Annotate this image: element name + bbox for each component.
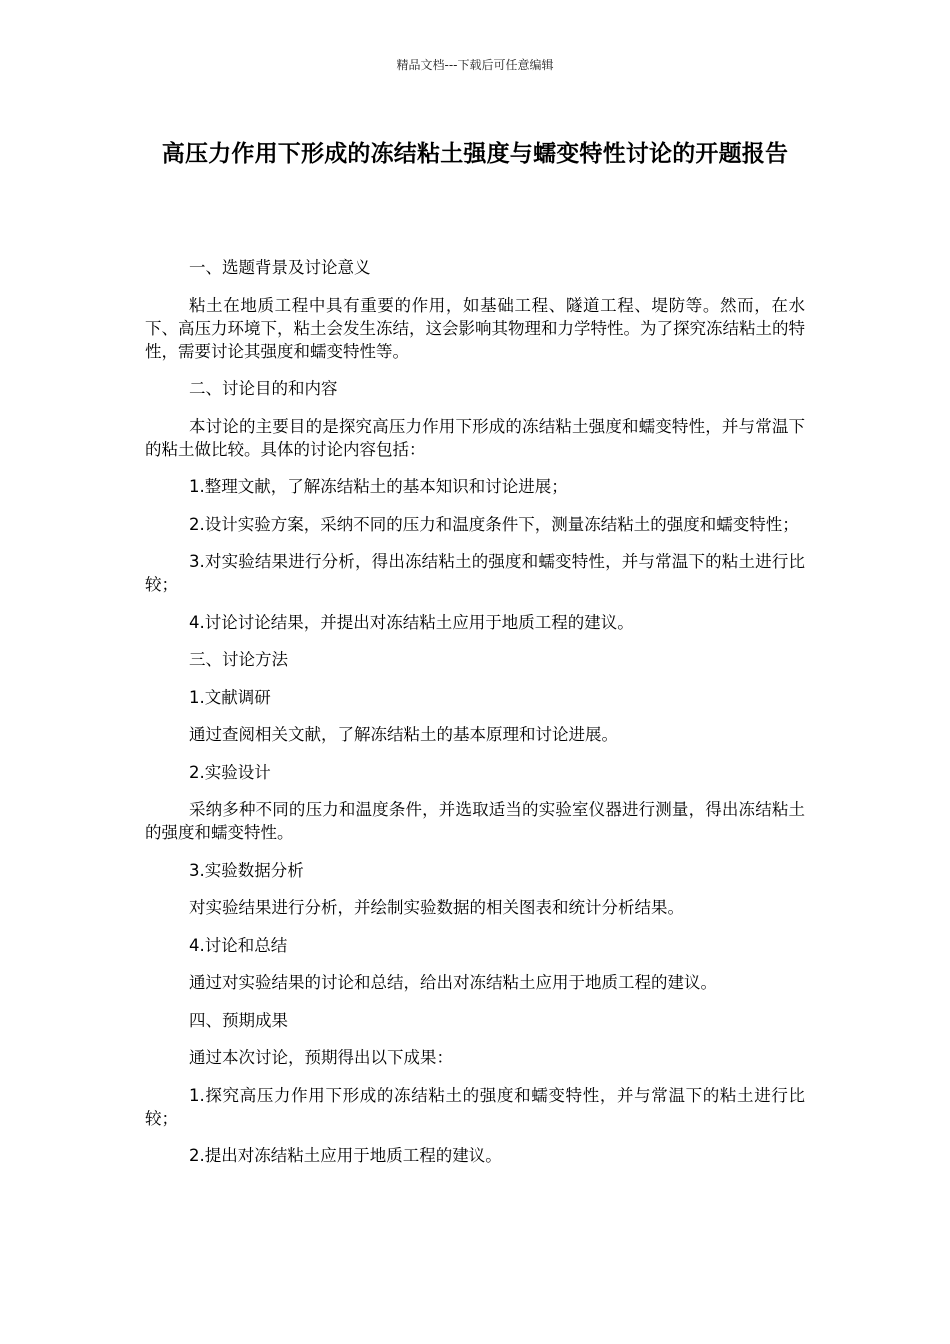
section-heading-objectives: 二、讨论目的和内容: [189, 379, 338, 398]
list-item: 1.整理文献，了解冻结粘土的基本知识和讨论进展；: [189, 477, 568, 496]
paragraph: 通过查阅相关文献，了解冻结粘土的基本原理和讨论进展。: [189, 725, 618, 744]
section-heading-outcomes: 四、预期成果: [189, 1010, 288, 1030]
paragraph: 通过对实验结果的讨论和总结，给出对冻结粘土应用于地质工程的建议。: [189, 973, 717, 992]
subheading: 2.实验设计: [189, 762, 271, 782]
paragraph: 粘土在地质工程中具有重要的作用，如基础工程、隧道工程、堤防等。然而，在水下、高压力环境下，粘土会发生冻结，这会影响其物理和力学特性。为了探究冻结粘土的特性，需要讨论其强度和蠕变特性等。: [145, 295, 805, 361]
paragraph: 本讨论的主要目的是探究高压力作用下形成的冻结粘土强度和蠕变特性，并与常温下的粘土做比较。具体的讨论内容包括：: [145, 416, 805, 459]
subheading: 1.文献调研: [189, 687, 271, 707]
paragraph: 通过本次讨论，预期得出以下成果：: [189, 1048, 453, 1067]
page-title: 高压力作用下形成的冻结粘土强度与蠕变特性讨论的开题报告: [161, 141, 789, 167]
subheading: 3.实验数据分析: [189, 860, 304, 880]
list-item: 1.探究高压力作用下形成的冻结粘土的强度和蠕变特性，并与常温下的粘土进行比较；: [145, 1085, 805, 1128]
list-item: 2.提出对冻结粘土应用于地质工程的建议。: [189, 1146, 502, 1165]
header-note: 精品文档---下载后可任意编辑: [396, 58, 554, 72]
list-item: 3.对实验结果进行分析，得出冻结粘土的强度和蠕变特性，并与常温下的粘土进行比较；: [145, 552, 805, 594]
list-item: 2.设计实验方案，采纳不同的压力和温度条件下，测量冻结粘土的强度和蠕变特性；: [189, 514, 799, 534]
section-heading-methods: 三、讨论方法: [189, 650, 288, 669]
paragraph: 采纳多种不同的压力和温度条件，并选取适当的实验室仪器进行测量，得出冻结粘土的强度和蠕变特性。: [145, 800, 805, 842]
subheading: 4.讨论和总结: [189, 935, 288, 955]
document-body: [145, 256, 805, 1182]
paragraph: 对实验结果进行分析，并绘制实验数据的相关图表和统计分析结果。: [189, 898, 684, 917]
list-item: 4.讨论讨论结果，并提出对冻结粘土应用于地质工程的建议。: [189, 612, 634, 632]
section-heading-background: 一、选题背景及讨论意义: [189, 258, 371, 277]
